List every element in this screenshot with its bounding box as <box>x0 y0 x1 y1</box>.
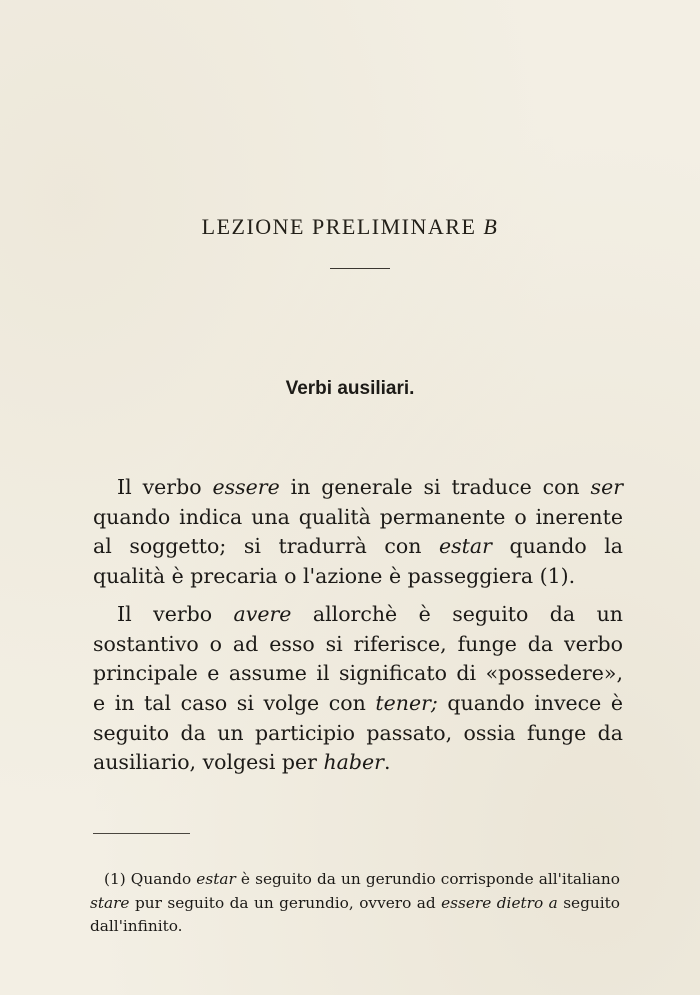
text-run: pur seguito da un gerundio, ovvero ad <box>129 893 442 912</box>
text-run: quando invece è seguito da un participio passato, ossia funge da ausiliario, volgesi per <box>93 690 623 775</box>
lesson-title <box>0 214 700 240</box>
footnote-text <box>90 868 620 939</box>
text-run: quando la qualità è precaria o l'azione è passeggiera (1). <box>93 534 623 589</box>
text-run: . <box>383 750 391 775</box>
lesson-title-letter: B <box>483 214 499 239</box>
footnote-divider <box>93 833 190 834</box>
lesson-title-text: LEZIONE PRELIMINARE <box>201 214 484 239</box>
italic-term: estar <box>438 534 492 559</box>
body-text <box>93 473 623 786</box>
text-run: (1) Quando <box>104 870 197 888</box>
italic-term: estar <box>196 870 236 888</box>
title-divider <box>330 268 390 269</box>
paragraph-essere <box>93 473 623 592</box>
italic-term: tener; <box>375 690 438 715</box>
text-run: Il verbo <box>117 475 213 499</box>
text-run: seguito dall'infinito. <box>90 893 621 935</box>
section-subtitle: Verbi ausiliari. <box>285 378 415 399</box>
italic-term: essere <box>212 475 280 499</box>
italic-term: avere <box>233 601 292 626</box>
italic-term: stare <box>90 893 130 912</box>
italic-term: essere dietro a <box>441 893 558 912</box>
paragraph-avere <box>93 600 623 778</box>
footnote <box>90 868 620 939</box>
italic-term: ser <box>590 475 623 499</box>
text-run: quando indica una qualità permanente o inerente al soggetto; si tradurrà con <box>93 504 623 559</box>
text-run: allorchè è seguito da un sostantivo o ad esso si riferisce, funge da verbo principale e assume il significato di «possedere», e in tal caso si volge con <box>93 601 623 715</box>
text-run: Il verbo <box>117 601 234 626</box>
text-run: è seguito da un gerundio corrisponde all'italiano <box>235 870 620 888</box>
text-run: in generale si traduce con <box>279 475 591 499</box>
italic-term: haber <box>323 750 384 775</box>
